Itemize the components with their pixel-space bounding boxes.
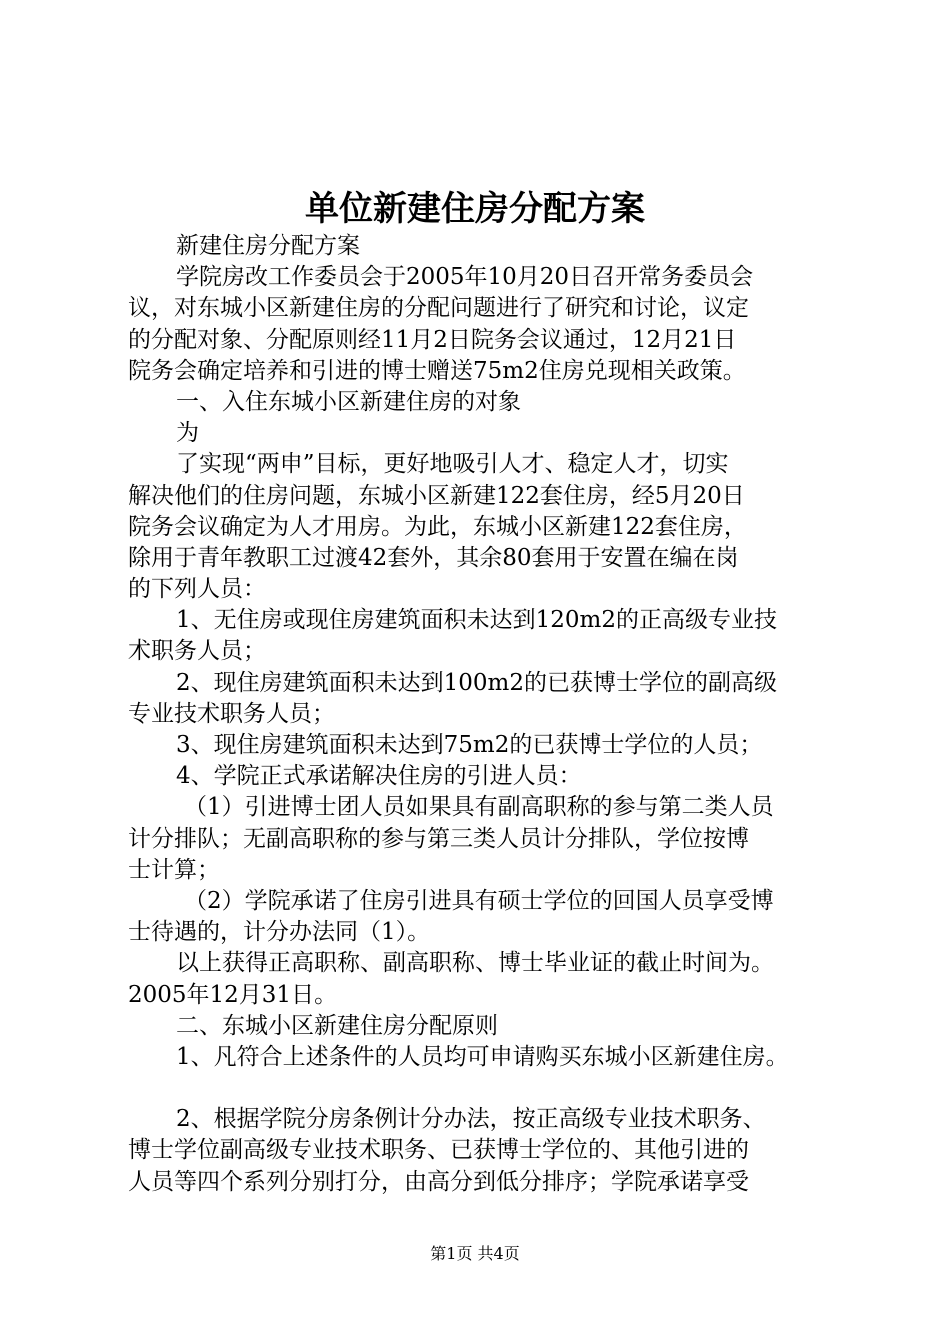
paragraph-line: 院务会确定培养和引进的博士赠送75m2住房兑现相关政策。 <box>128 357 746 384</box>
sub-item-line: 士计算； <box>128 856 220 883</box>
blank-line <box>128 1073 838 1104</box>
paragraph-line: 议，对东城小区新建住房的分配问题进行了研究和讨论，议定 <box>128 295 749 322</box>
paragraph-line: 除用于青年教职工过渡42套外，其余80套用于安置在编在岗 <box>128 544 739 571</box>
paragraph-line: 的分配对象、分配原则经11月2日院务会议通过，12月21日 <box>128 326 737 353</box>
page-footer: 第1页 共4页 <box>430 1244 520 1263</box>
list-item-line: 2、现住房建筑面积未达到100m2的已获博士学位的副高级 <box>176 669 777 696</box>
list-item-line: 1、无住房或现住房建筑面积未达到120m2的正高级专业技 <box>176 607 777 634</box>
sub-item-line: 士待遇的，计分办法同（1）。 <box>128 919 431 946</box>
list-item-line: 4、学院正式承诺解决住房的引进人员： <box>176 763 582 790</box>
list-item-line: 3、现住房建筑面积未达到75m2的已获博士学位的人员； <box>176 732 763 758</box>
paragraph-line: 以上获得正高职称、副高职称、博士毕业证的截止时间为。 <box>176 950 774 977</box>
paragraph-line: 2005年12月31日。 <box>128 981 338 1008</box>
list-item-line: 博士学位副高级专业技术职务、已获博士学位的、其他引进的 <box>128 1137 749 1164</box>
paragraph-line: 学院房改工作委员会于2005年10月20日召开常务委员会 <box>176 264 754 291</box>
document-body <box>128 231 838 1198</box>
document-title: 单位新建住房分配方案 <box>305 189 645 229</box>
section-heading: 二、东城小区新建住房分配原则 <box>176 1012 498 1039</box>
list-item-line: 2、根据学院分房条例计分办法，按正高级专业技术职务、 <box>176 1106 766 1133</box>
sub-item-line: 计分排队；无副高职称的参与第三类人员计分排队，学位按博 <box>128 825 749 852</box>
list-item-line: 专业技术职务人员； <box>128 700 335 727</box>
sub-item-line: （1）引进博士团人员如果具有副高职称的参与第二类人员 <box>184 794 774 821</box>
paragraph-line: 的下列人员： <box>128 576 266 603</box>
paragraph-line: 院务会议确定为人才用房。为此，东城小区新建122套住房， <box>128 513 747 540</box>
list-item-line: 术职务人员； <box>128 638 266 665</box>
paragraph-line: 了实现“两申”目标，更好地吸引人才、稳定人才，切实 <box>176 451 729 478</box>
paragraph-line: 解决他们的住房问题，东城小区新建122套住房，经5月20日 <box>128 482 745 509</box>
paragraph-line: 新建住房分配方案 <box>176 233 360 259</box>
list-item-line: 人员等四个系列分别打分，由高分到低分排序；学院承诺享受 <box>128 1168 749 1195</box>
sub-item-line: （2）学院承诺了住房引进具有硕士学位的回国人员享受博 <box>184 887 774 914</box>
list-item-line: 1、凡符合上述条件的人员均可申请购买东城小区新建住房。 <box>176 1043 789 1070</box>
paragraph-line: 为 <box>176 420 199 447</box>
section-heading: 一、入住东城小区新建住房的对象 <box>176 388 521 415</box>
